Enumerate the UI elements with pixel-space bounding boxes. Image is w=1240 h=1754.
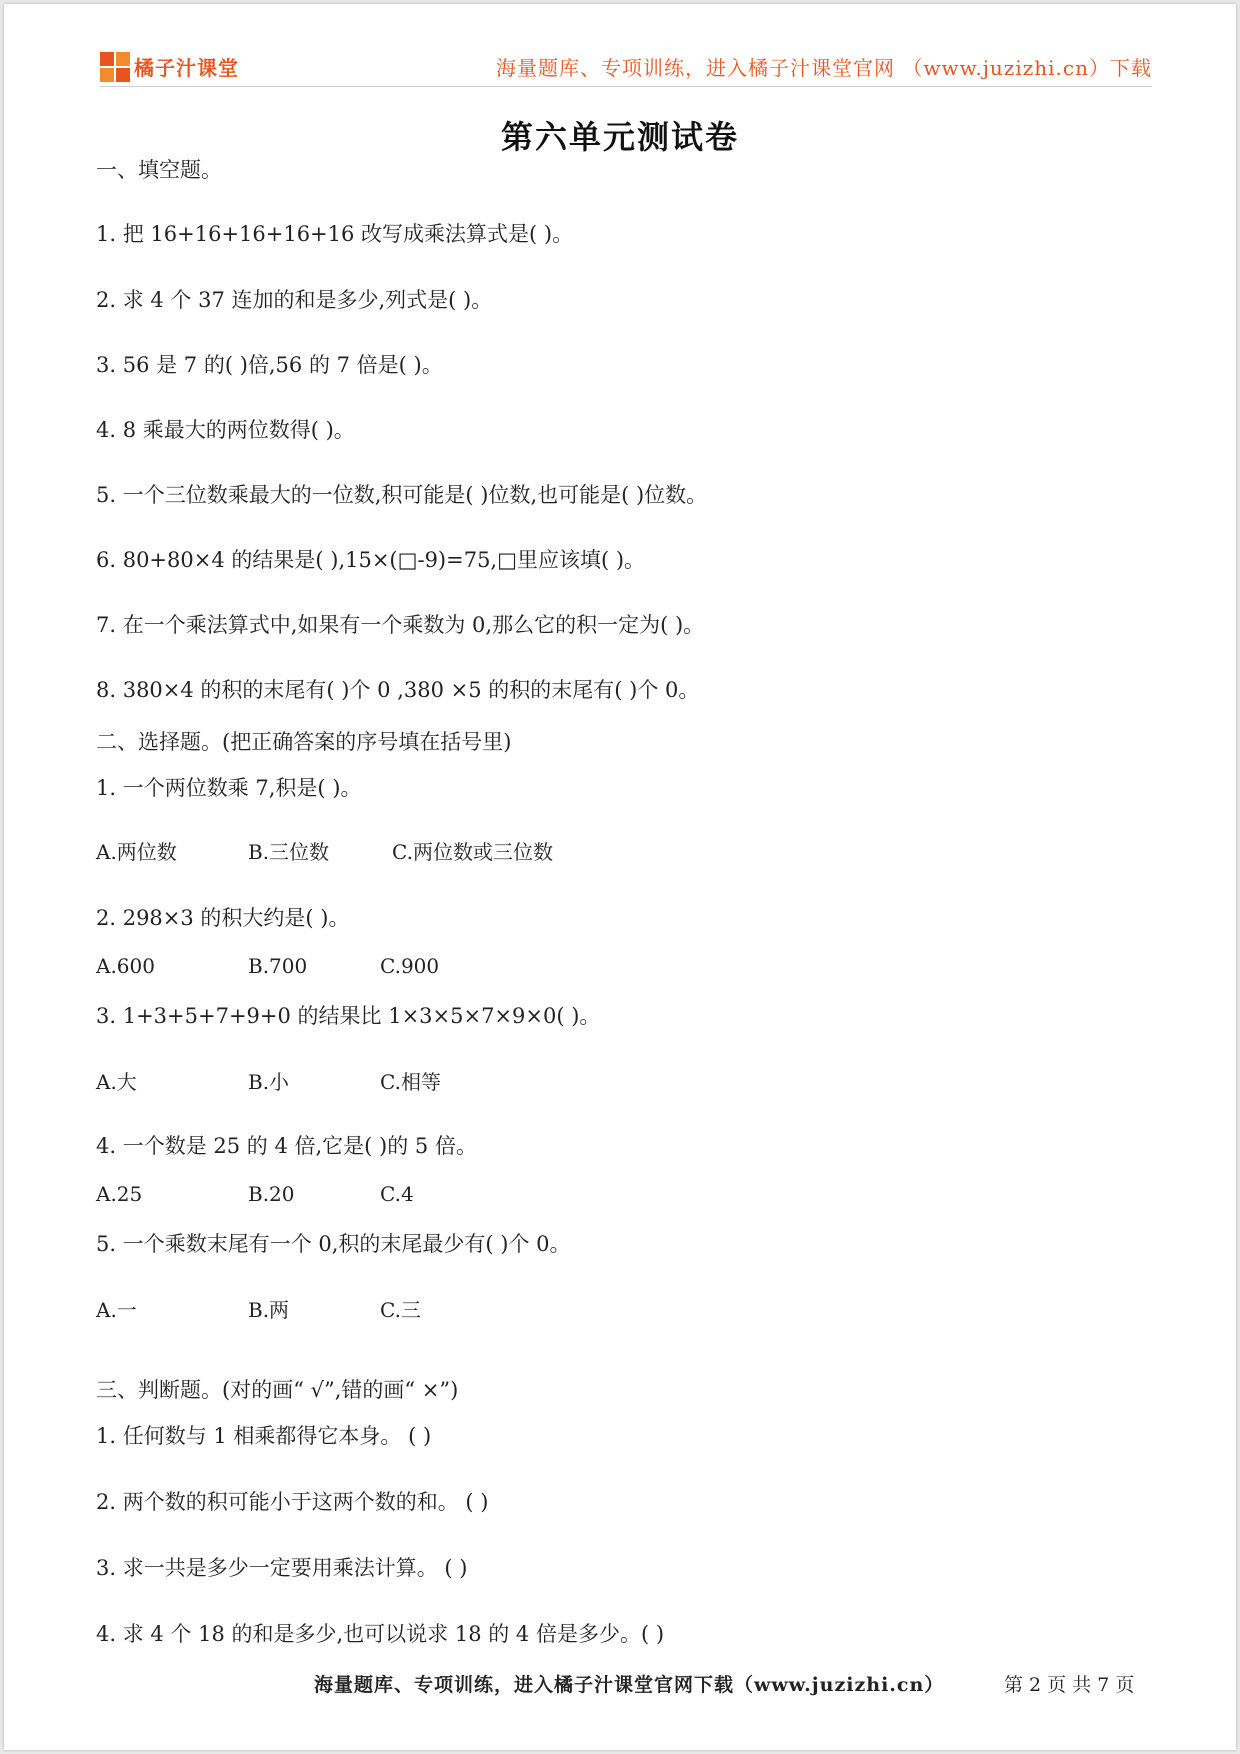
choice-option-a: A.600 [96,954,155,978]
choice-option-c: C.900 [380,954,440,978]
header-divider [100,86,1152,87]
fill-question: 8. 380×4 的积的末尾有( )个 0 ,380 ×5 的积的末尾有( )个 0。 [96,678,700,702]
fill-question: 4. 8 乘最大的两位数得( )。 [96,418,355,442]
choice-option-a: A.25 [96,1182,143,1206]
choice-option-b: B.小 [248,1070,290,1094]
logo-squares-icon [100,52,128,80]
page-title: 第六单元测试卷 [500,118,739,156]
fill-question: 2. 求 4 个 37 连加的和是多少,列式是( )。 [96,288,493,312]
fill-question: 5. 一个三位数乘最大的一位数,积可能是( )位数,也可能是( )位数。 [96,483,708,507]
choice-option-c: C.4 [380,1182,414,1206]
choice-question: 2. 298×3 的积大约是( )。 [96,906,350,930]
judge-question: 1. 任何数与 1 相乘都得它本身。 ( ) [96,1424,432,1448]
choice-option-b: B.三位数 [248,840,330,864]
choice-question: 1. 一个两位数乘 7,积是( )。 [96,776,362,800]
choice-question: 4. 一个数是 25 的 4 倍,它是( )的 5 倍。 [96,1134,477,1158]
choice-option-b: B.20 [248,1182,295,1206]
judge-question: 3. 求一共是多少一定要用乘法计算。 ( ) [96,1556,468,1580]
fill-question: 6. 80+80×4 的结果是( ),15×(□-9)=75,□里应该填( )。 [96,548,646,572]
page-number: 第 2 页 共 7 页 [1004,1674,1135,1696]
fill-question: 3. 56 是 7 的( )倍,56 的 7 倍是( )。 [96,353,443,377]
logo-text: 橘子汁课堂 [134,55,239,80]
fill-question: 1. 把 16+16+16+16+16 改写成乘法算式是( )。 [96,222,574,246]
section3-heading: 三、判断题。(对的画“ √”,错的画“ ×”) [96,1378,459,1402]
fill-question: 7. 在一个乘法算式中,如果有一个乘数为 0,那么它的积一定为( )。 [96,613,705,637]
brand-logo [100,48,239,84]
choice-option-b: B.700 [248,954,308,978]
choice-question: 5. 一个乘数末尾有一个 0,积的末尾最少有( )个 0。 [96,1232,571,1256]
choice-option-b: B.两 [248,1298,290,1322]
section2-heading: 二、选择题。(把正确答案的序号填在括号里) [96,730,512,754]
choice-option-c: C.三 [380,1298,421,1322]
choice-question: 3. 1+3+5+7+9+0 的结果比 1×3×5×7×9×0( )。 [96,1004,601,1028]
document-page [4,4,1236,1750]
choice-option-a: A.两位数 [96,840,177,864]
page-header [100,48,1152,88]
choice-option-a: A.一 [96,1298,137,1322]
section1-heading: 一、填空题。 [96,158,222,182]
choice-option-a: A.大 [96,1070,137,1094]
header-slogan: 海量题库、专项训练，进入橘子汁课堂官网 （www.juzizhi.cn）下载 [496,56,1152,80]
judge-question: 4. 求 4 个 18 的和是多少,也可以说求 18 的 4 倍是多少。( ) [96,1622,665,1646]
footer-promo: 海量题库、专项训练，进入橘子汁课堂官网下载（www.juzizhi.cn） [314,1674,945,1696]
choice-option-c: C.相等 [380,1070,441,1094]
judge-question: 2. 两个数的积可能小于这两个数的和。 ( ) [96,1490,489,1514]
choice-option-c: C.两位数或三位数 [392,840,553,864]
